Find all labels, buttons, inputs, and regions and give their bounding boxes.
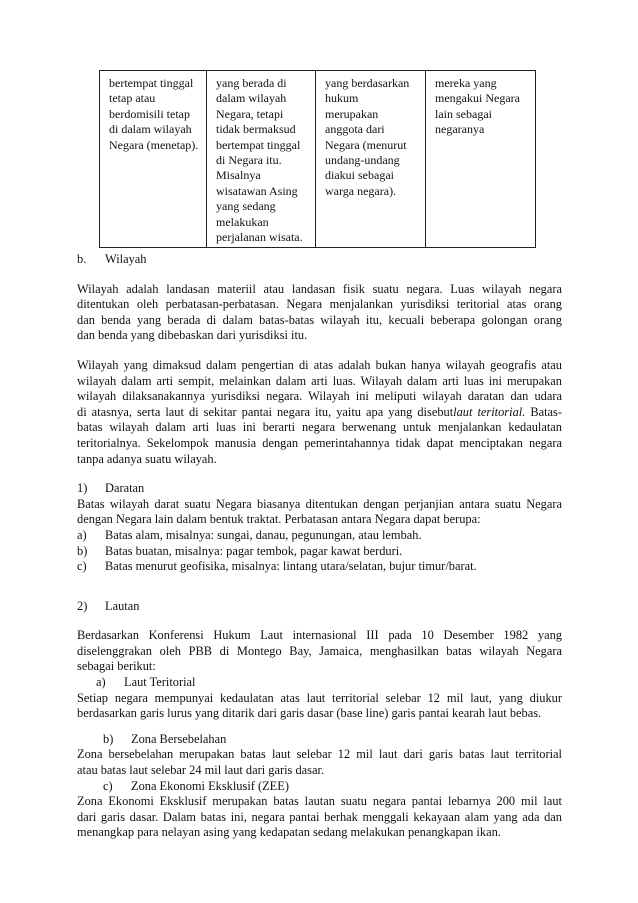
document-body [77,252,562,841]
list-item: b) Batas buatan, misalnya: pagar tembok, pagar kawat berduri. [77,543,403,558]
table-cell-2: yang berada di dalam wilayah Negara, tetapi tidak bermaksud bertempat tinggal di Negara itu. Misalnya wisatawan Asing yang sedang melakukan perjalanan wisata. [207,71,316,248]
table-row [100,71,536,248]
citizenship-table [99,70,536,248]
subheading-laut-teritorial: a) Laut Teritorial [96,675,196,690]
table-cell-3: yang berdasarkan hukum merupakan anggota dari Negara (menurut undang-undang diakui sebagai warga negara). [316,71,426,248]
section-heading-wilayah: b. Wilayah [77,252,147,266]
subheading-zee: c) Zona Ekonomi Eksklusif (ZEE) [103,778,289,793]
section-lautan: 2) Lautan Berdasarkan Konferensi Hukum Laut internasional III pada 10 Desember 1982 yang diselenggrakan oleh PBB di Montego Bay, Jamaica, menghasilkan batas wilayah Negara sebagai berikut: a) Laut Teritorial Setiap negara mempunyai kedaulatan atas laut territorial selebar 12 mil laut, yang diukur berdasarkan garis lurus yang ditarik dari garis dasar (base line) garis pantai kearah laut bebas. b) Zona Bersebelahan Zona bersebelahan merupakan batas laut selebar 12 mil laut dari garis batas laut territorial atau batas laut selebar 24 mil laut dari garis dasar. c) Zona Ekonomi Eksklusif (ZEE) Zona Ekonomi Eksklusif merupakan batas lautan suatu negara pantai lebarnya 200 mil laut dari garis dasar. Dalam batas ini, negara pantai berhak menggali kekayaan alam yang ada dan menangkap para nelayan asing yang kedapatan sedang melakukan penangkapan ikan. [77,598,562,840]
table-cell-4: mereka yang mengakui Negara lain sebagai negaranya [426,71,536,248]
list-item: c) Batas menurut geofisika, misalnya: lintang utara/selatan, bujur timur/barat. [77,559,477,574]
list-item: a) Batas alam, misalnya: sungai, danau, pegunungan, atau lembah. [77,527,422,542]
section-heading-daratan: 1) Daratan [77,481,145,496]
paragraph-wilayah-1: Wilayah adalah landasan materiil atau landasan fisik suatu negara. Luas wilayah negara ditentukan oleh perbatasan-perbatasan. Negara menjalankan yurisdiksi teritorial atas orang dan benda yang berada di dalam batas-batas wilayah itu, kecuali beberapa golongan orang dan benda yang dibebaskan dari yurisdiksi itu. [77,281,562,343]
table-cell-1: bertempat tinggal tetap atau berdomisili tetap di dalam wilayah Negara (menetap). [100,71,207,248]
paragraph-wilayah-2: Wilayah yang dimaksud dalam pengertian di atas adalah bukan hanya wilayah geografis atau wilayah dalam arti sempit, melainkan dalam arti luas. Wilayah dalam arti luas ini merupakan wilayah dilaksanakannya yurisdiksi negara. Wilayah ini meliputi wilayah daratan dan udara di atasnya, serta laut di sekitar pantai negara itu, yaitu apa yang disebutlaut teritorial. Batas- batas wilayah dalam arti luas ini berarti negara berwenang untuk menjalankan kedaulatan teritorialnya. Sekelompok manusia dengan pemerintahannya tidak dapat menciptakan negara tanpa adanya suatu wilayah. [77,357,562,466]
subheading-zona-bersebelahan: b) Zona Bersebelahan [103,731,227,746]
section-daratan: 1) Daratan Batas wilayah darat suatu Negara biasanya ditentukan dengan perjanjian antara suatu Negara dengan Negara lain dalam bentuk traktat. Perbatasan antara Negara dapat berupa: a) Batas alam, misalnya: sungai, danau, pegunungan, atau lembah. b) Batas buatan, misalnya: pagar tembok, pagar kawat berduri. c) Batas menurut geofisika, misalnya: lintang utara/selatan, bujur timur/barat. [77,481,562,574]
section-heading-lautan: 2) Lautan [77,598,140,613]
emphasis-laut-teritorial: laut teritorial. [453,404,526,419]
